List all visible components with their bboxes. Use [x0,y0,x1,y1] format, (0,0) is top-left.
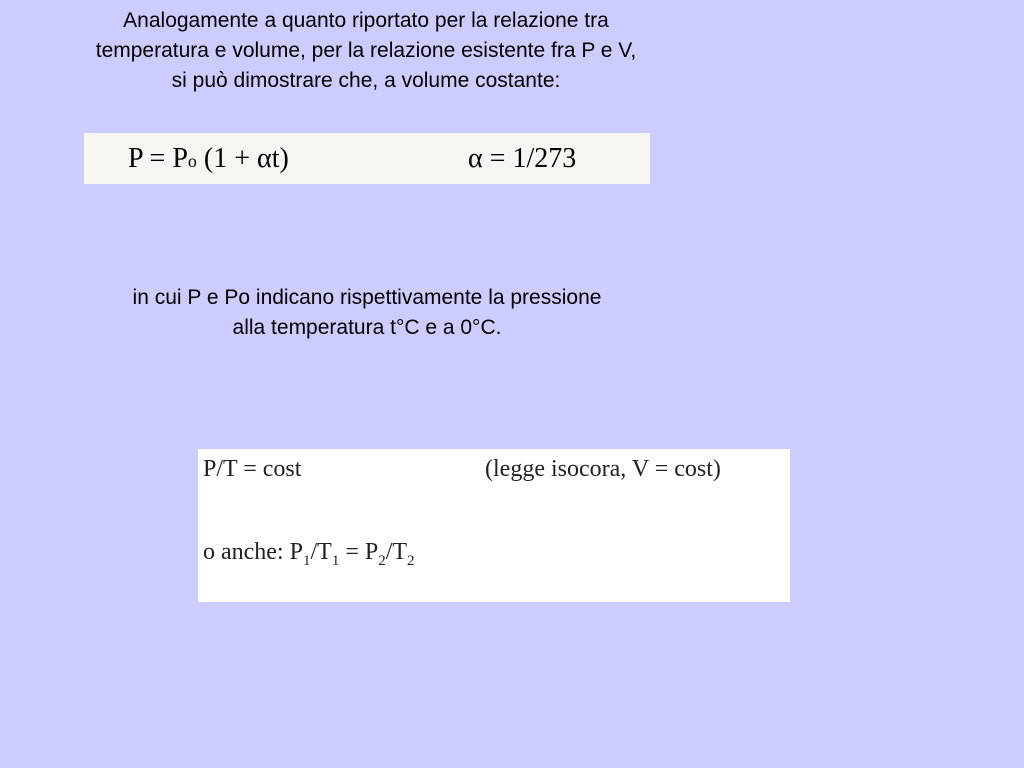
pressure-temperature-formula [84,133,650,184]
intro-paragraph [18,6,714,96]
isochoric-alt-equation [203,539,415,569]
alt-text: /T [385,539,408,565]
explanation-paragraph [52,283,682,343]
isochoric-law-formula [198,449,790,602]
explanation-line: alla temperatura t°C e a 0°C. [232,316,502,339]
intro-line: temperatura e volume, per la relazione esistente fra P e V, [95,39,637,62]
isochoric-law-equation: P/T = cost [203,456,302,482]
alt-text: /T [310,539,332,565]
pressure-equation-rhs: (1 + αt) [196,143,289,174]
alt-subscript: 1 [331,553,340,569]
alt-text: = P [339,539,379,565]
alt-subscript: 2 [378,553,386,569]
intro-line: Analogamente a quanto riportato per la relazione tra [123,9,609,32]
alt-text: o anche: P [203,539,303,565]
explanation-line: in cui P e Po indicano rispettivamente la pressione [132,286,602,309]
pressure-equation [128,143,289,175]
pressure-equation-lhs: P = P [128,143,188,174]
alt-subscript: 1 [302,553,311,569]
isochoric-law-note: (legge isocora, V = cost) [485,456,721,482]
intro-line: si può dimostrare che, a volume costante: [171,69,561,92]
alpha-equation: α = 1/273 [468,143,577,174]
alt-subscript: 2 [407,553,415,569]
pressure-equation-subscript: o [187,151,197,171]
